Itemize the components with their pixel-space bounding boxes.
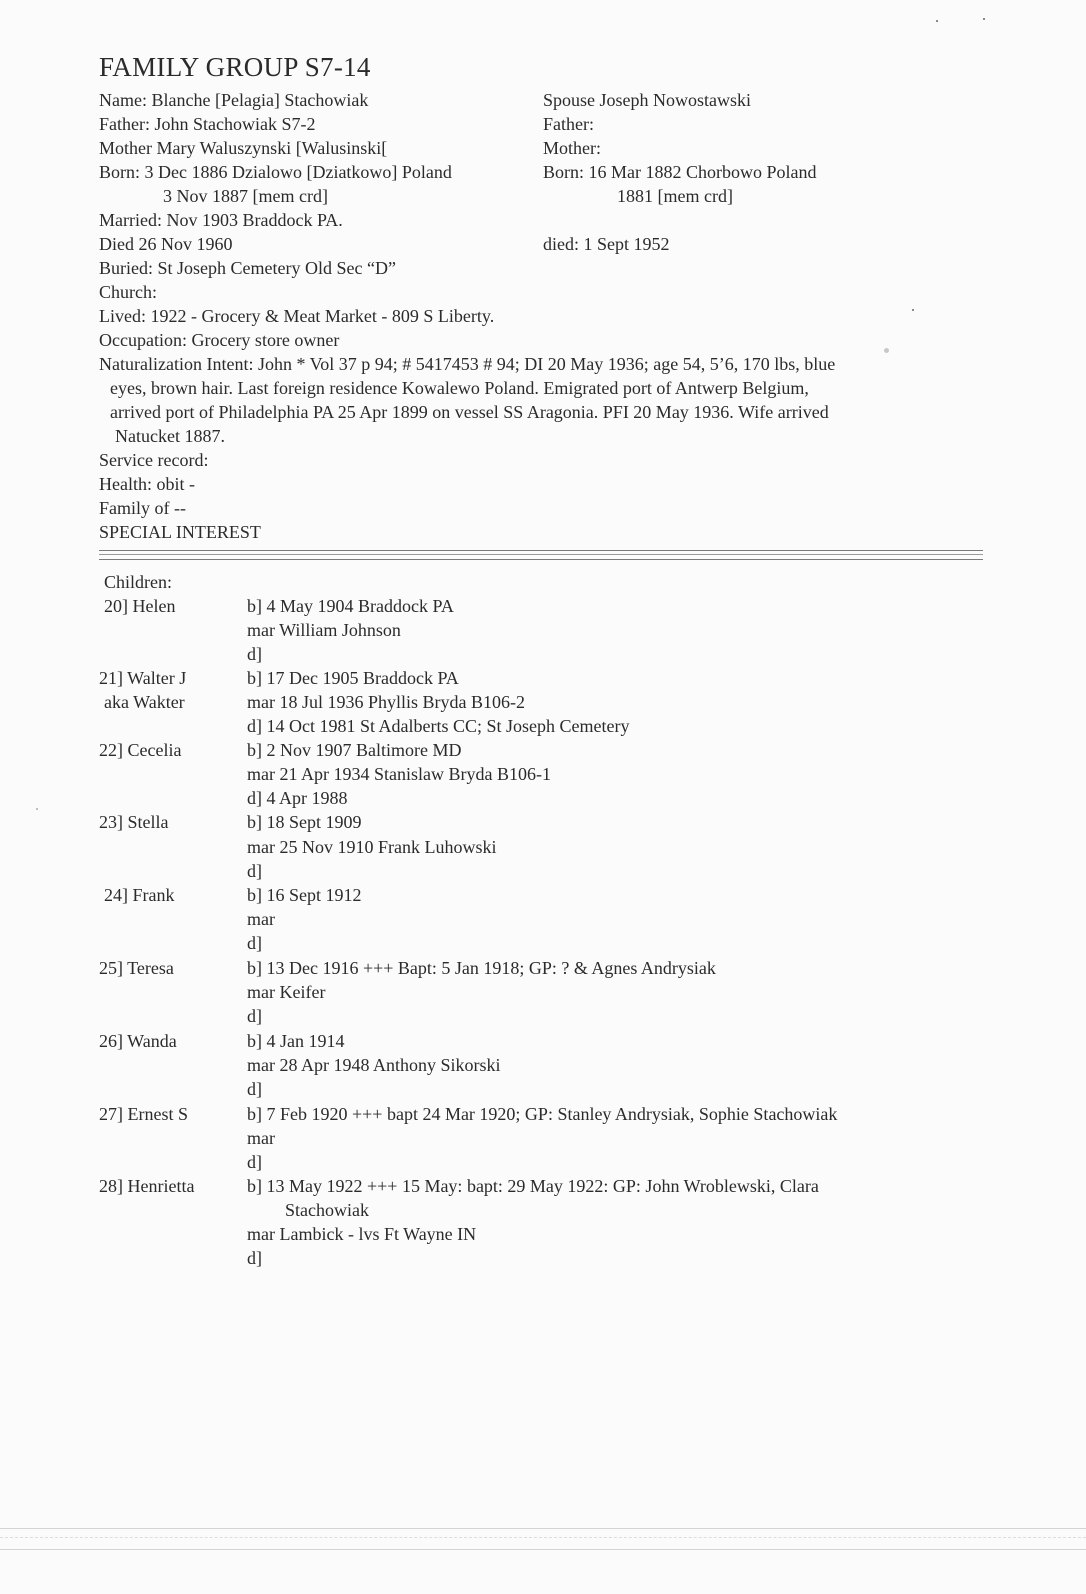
church-line: Church: <box>99 282 157 302</box>
scan-speck <box>36 808 38 810</box>
child-name: 28] Henrietta <box>99 1176 195 1196</box>
spouse-line: Spouse Joseph Nowostawski <box>543 90 752 110</box>
child-detail: Stachowiak <box>285 1200 369 1220</box>
child-detail: b] 2 Nov 1907 Baltimore MD <box>247 740 462 760</box>
child-name: 27] Ernest S <box>99 1104 188 1124</box>
child-detail: d] 14 Oct 1981 St Adalberts CC; St Joseph Cemetery <box>247 716 630 736</box>
child-detail: d] <box>247 861 262 881</box>
occupation-line: Occupation: Grocery store owner <box>99 330 340 350</box>
child-detail: b] 13 May 1922 +++ 15 May: bapt: 29 May 1922: GP: John Wroblewski, Clara <box>247 1176 819 1196</box>
child-detail: d] <box>247 1152 262 1172</box>
child-detail: mar <box>247 1128 275 1148</box>
born-alt-line: 3 Nov 1887 [mem crd] <box>163 186 328 206</box>
married-line: Married: Nov 1903 Braddock PA. <box>99 210 343 230</box>
child-detail: d] <box>247 933 262 953</box>
child-detail: mar William Johnson <box>247 620 401 640</box>
child-name: 21] Walter J <box>99 668 187 688</box>
child-name: 23] Stella <box>99 812 169 832</box>
family-of-line: Family of -- <box>99 498 186 518</box>
lived-line: Lived: 1922 - Grocery & Meat Market - 809 S Liberty. <box>99 306 495 326</box>
child-detail: mar <box>247 909 275 929</box>
child-name: 26] Wanda <box>99 1031 177 1051</box>
health-line: Health: obit - <box>99 474 195 494</box>
special-interest-line: SPECIAL INTEREST <box>99 522 261 542</box>
double-rule-separator <box>99 550 983 560</box>
child-name: 25] Teresa <box>99 958 174 978</box>
spouse-born-alt-line: 1881 [mem crd] <box>617 186 733 206</box>
died-line: Died 26 Nov 1960 <box>99 234 233 254</box>
scan-speck <box>983 18 985 20</box>
child-detail: d] <box>247 644 262 664</box>
child-name: 22] Cecelia <box>99 740 182 760</box>
child-detail: mar Keifer <box>247 982 326 1002</box>
spouse-died-line: died: 1 Sept 1952 <box>543 234 670 254</box>
child-detail: mar Lambick - lvs Ft Wayne IN <box>247 1224 477 1244</box>
born-line: Born: 3 Dec 1886 Dzialowo [Dziatkowo] Poland <box>99 162 452 182</box>
spouse-born-line: Born: 16 Mar 1882 Chorbowo Poland <box>543 162 817 182</box>
child-detail: mar 18 Jul 1936 Phyllis Bryda B106-2 <box>247 692 525 712</box>
child-detail: b] 17 Dec 1905 Braddock PA <box>247 668 459 688</box>
child-detail: d] 4 Apr 1988 <box>247 788 348 808</box>
child-detail: mar 21 Apr 1934 Stanislaw Bryda B106-1 <box>247 764 551 784</box>
scan-bottom-rule <box>0 1528 1086 1550</box>
service-record-line: Service record: <box>99 450 209 470</box>
child-alias: aka Wakter <box>104 692 185 712</box>
scan-speck <box>884 348 889 353</box>
child-detail: b] 4 May 1904 Braddock PA <box>247 596 454 616</box>
mother-line: Mother Mary Waluszynski [Walusinski[ <box>99 138 388 158</box>
child-detail: d] <box>247 1079 262 1099</box>
naturalization-line-3: arrived port of Philadelphia PA 25 Apr 1899 on vessel SS Aragonia. PFI 20 May 1936. Wife arrived <box>110 402 829 422</box>
child-detail: d] <box>247 1006 262 1026</box>
child-name: 24] Frank <box>104 885 175 905</box>
scan-speck <box>936 20 938 22</box>
child-name: 20] Helen <box>104 596 176 616</box>
child-detail: b] 16 Sept 1912 <box>247 885 362 905</box>
naturalization-line-2: eyes, brown hair. Last foreign residence Kowalewo Poland. Emigrated port of Antwerp Belgium, <box>110 378 809 398</box>
child-detail: b] 13 Dec 1916 +++ Bapt: 5 Jan 1918; GP: ? & Agnes Andrysiak <box>247 958 716 978</box>
spouse-father-line: Father: <box>543 114 594 134</box>
page-title: FAMILY GROUP S7-14 <box>99 52 371 82</box>
child-detail: mar 28 Apr 1948 Anthony Sikorski <box>247 1055 501 1075</box>
father-line: Father: John Stachowiak S7-2 <box>99 114 316 134</box>
naturalization-line-4: Natucket 1887. <box>115 426 225 446</box>
child-detail: mar 25 Nov 1910 Frank Luhowski <box>247 837 497 857</box>
children-header: Children: <box>104 572 172 592</box>
child-detail: b] 4 Jan 1914 <box>247 1031 345 1051</box>
name-line: Name: Blanche [Pelagia] Stachowiak <box>99 90 369 110</box>
child-detail: d] <box>247 1248 262 1268</box>
naturalization-line-1: Naturalization Intent: John * Vol 37 p 94; # 5417453 # 94; DI 20 May 1936; age 54, 5’6, 170 lbs, blue <box>99 354 836 374</box>
child-detail: b] 18 Sept 1909 <box>247 812 362 832</box>
spouse-mother-line: Mother: <box>543 138 601 158</box>
child-detail: b] 7 Feb 1920 +++ bapt 24 Mar 1920; GP: Stanley Andrysiak, Sophie Stachowiak <box>247 1104 838 1124</box>
buried-line: Buried: St Joseph Cemetery Old Sec “D” <box>99 258 396 278</box>
scan-speck <box>912 309 914 311</box>
